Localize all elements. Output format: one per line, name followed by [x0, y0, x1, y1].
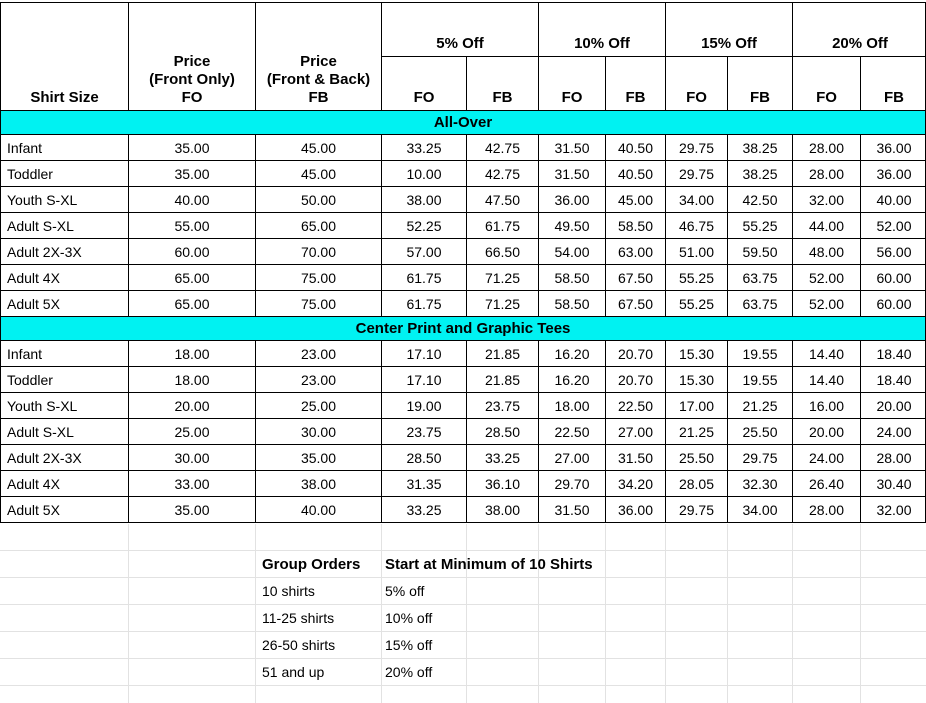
tier-qty-1[interactable]: 10 shirts	[262, 583, 315, 599]
price-cell[interactable]: 18.40	[861, 341, 926, 367]
price-cell[interactable]: 55.25	[666, 291, 728, 317]
price-cell[interactable]: 52.00	[793, 265, 861, 291]
tier-qty-2[interactable]: 11-25 shirts	[262, 610, 335, 626]
price-cell[interactable]: 47.50	[467, 187, 539, 213]
table-row	[1, 419, 925, 445]
price-cell[interactable]: 35.00	[256, 445, 382, 471]
column-header-shirt-size[interactable]	[1, 3, 129, 111]
tier-discount-2[interactable]: 10% off	[385, 610, 433, 626]
price-cell[interactable]: 36.10	[467, 471, 539, 497]
price-cell[interactable]: 49.50	[539, 213, 606, 239]
price-cell[interactable]: 19.00	[382, 393, 467, 419]
group-orders-subtitle[interactable]: Start at Minimum of 10 Shirts	[385, 556, 593, 573]
table-row	[1, 497, 925, 523]
price-cell[interactable]: 65.00	[129, 265, 256, 291]
pricing-table	[0, 2, 926, 523]
price-cell[interactable]: 25.00	[129, 419, 256, 445]
price-fb-line3: FB	[308, 89, 329, 106]
table-row	[1, 291, 925, 317]
subheader-5-fb[interactable]: FB	[467, 57, 539, 111]
tier-qty-3[interactable]: 26-50 shirts	[262, 637, 336, 653]
price-cell[interactable]: 71.25	[467, 265, 539, 291]
size-cell[interactable]: Infant	[1, 135, 129, 161]
price-cell[interactable]: 15.30	[666, 341, 728, 367]
size-cell[interactable]: Adult S-XL	[1, 213, 129, 239]
size-cell[interactable]: Youth S-XL	[1, 393, 129, 419]
group-header-10-off[interactable]: 10% Off	[539, 3, 666, 57]
price-cell[interactable]: 40.00	[256, 497, 382, 523]
size-cell[interactable]: Adult 5X	[1, 291, 129, 317]
size-cell[interactable]: Toddler	[1, 161, 129, 187]
price-cell[interactable]: 31.50	[539, 135, 606, 161]
price-cell[interactable]: 55.00	[129, 213, 256, 239]
price-cell[interactable]: 21.25	[666, 419, 728, 445]
price-cell[interactable]: 42.75	[467, 161, 539, 187]
price-cell[interactable]: 16.00	[793, 393, 861, 419]
price-cell[interactable]: 45.00	[606, 187, 666, 213]
price-cell[interactable]: 33.25	[467, 445, 539, 471]
price-cell[interactable]: 71.25	[467, 291, 539, 317]
price-cell[interactable]: 36.00	[539, 187, 606, 213]
subheader-20-fb[interactable]: FB	[861, 57, 926, 111]
price-cell[interactable]: 25.00	[256, 393, 382, 419]
price-cell[interactable]: 34.20	[606, 471, 666, 497]
price-cell[interactable]: 45.00	[256, 161, 382, 187]
size-cell[interactable]: Adult S-XL	[1, 419, 129, 445]
price-cell[interactable]: 23.75	[382, 419, 467, 445]
tier-discount-1[interactable]: 5% off	[385, 583, 425, 599]
price-cell[interactable]: 19.55	[728, 341, 793, 367]
price-cell[interactable]: 38.25	[728, 161, 793, 187]
price-cell[interactable]: 36.00	[606, 497, 666, 523]
table-row	[1, 213, 925, 239]
price-cell[interactable]: 14.40	[793, 341, 861, 367]
size-cell[interactable]: Adult 4X	[1, 471, 129, 497]
price-cell[interactable]: 65.00	[256, 213, 382, 239]
price-cell[interactable]: 58.50	[539, 291, 606, 317]
price-cell[interactable]: 50.00	[256, 187, 382, 213]
price-cell[interactable]: 52.25	[382, 213, 467, 239]
price-cell[interactable]: 63.75	[728, 265, 793, 291]
price-cell[interactable]: 67.50	[606, 265, 666, 291]
price-fo-line3: FO	[181, 89, 203, 106]
price-cell[interactable]: 61.75	[382, 291, 467, 317]
price-cell[interactable]: 70.00	[256, 239, 382, 265]
price-cell[interactable]: 28.50	[467, 419, 539, 445]
price-cell[interactable]: 40.00	[861, 187, 926, 213]
price-cell[interactable]: 44.00	[793, 213, 861, 239]
price-fb-line2: (Front & Back)	[266, 71, 371, 88]
table-row	[1, 135, 925, 161]
price-fo-line2: (Front Only)	[149, 71, 235, 88]
price-cell[interactable]: 33.25	[382, 497, 467, 523]
price-cell[interactable]: 17.10	[382, 341, 467, 367]
price-cell[interactable]: 20.00	[129, 393, 256, 419]
price-cell[interactable]: 23.00	[256, 367, 382, 393]
price-cell[interactable]: 32.30	[728, 471, 793, 497]
price-cell[interactable]: 17.00	[666, 393, 728, 419]
size-cell[interactable]: Adult 2X-3X	[1, 239, 129, 265]
price-cell[interactable]: 21.85	[467, 341, 539, 367]
subheader-5-fo[interactable]: FO	[382, 57, 467, 111]
table-row	[1, 265, 925, 291]
size-cell[interactable]: Adult 2X-3X	[1, 445, 129, 471]
price-cell[interactable]: 38.25	[728, 135, 793, 161]
price-cell[interactable]: 29.70	[539, 471, 606, 497]
price-cell[interactable]: 59.50	[728, 239, 793, 265]
price-cell[interactable]: 17.10	[382, 367, 467, 393]
price-cell[interactable]: 58.50	[606, 213, 666, 239]
discount-group-15	[666, 3, 793, 111]
price-cell[interactable]: 33.00	[129, 471, 256, 497]
price-cell[interactable]: 31.50	[606, 445, 666, 471]
table-row	[1, 471, 925, 497]
table-row	[1, 341, 925, 367]
price-cell[interactable]: 31.50	[539, 497, 606, 523]
size-cell[interactable]: Adult 4X	[1, 265, 129, 291]
price-cell[interactable]: 31.35	[382, 471, 467, 497]
price-cell[interactable]: 14.40	[793, 367, 861, 393]
price-cell[interactable]: 35.00	[129, 135, 256, 161]
table-row	[1, 445, 925, 471]
price-cell[interactable]: 19.55	[728, 367, 793, 393]
table-row	[1, 239, 925, 265]
price-cell[interactable]: 29.75	[666, 135, 728, 161]
price-cell[interactable]: 25.50	[728, 419, 793, 445]
price-cell[interactable]: 30.00	[129, 445, 256, 471]
discount-group-20	[793, 3, 926, 111]
price-cell[interactable]: 63.00	[606, 239, 666, 265]
price-cell[interactable]: 31.50	[539, 161, 606, 187]
price-cell[interactable]: 32.00	[861, 497, 926, 523]
price-cell[interactable]: 28.00	[861, 445, 926, 471]
column-header-price-front-only[interactable]	[129, 3, 256, 111]
discount-group-5	[382, 3, 539, 111]
price-cell[interactable]: 27.00	[606, 419, 666, 445]
price-cell[interactable]: 30.00	[256, 419, 382, 445]
price-cell[interactable]: 16.20	[539, 367, 606, 393]
price-cell[interactable]: 40.00	[129, 187, 256, 213]
price-cell[interactable]: 29.75	[666, 161, 728, 187]
price-cell[interactable]: 20.70	[606, 341, 666, 367]
price-cell[interactable]: 24.00	[861, 419, 926, 445]
price-cell[interactable]: 18.40	[861, 367, 926, 393]
price-cell[interactable]: 20.70	[606, 367, 666, 393]
discount-group-10	[539, 3, 666, 111]
price-cell[interactable]: 16.20	[539, 341, 606, 367]
price-cell[interactable]: 25.50	[666, 445, 728, 471]
price-cell[interactable]: 61.75	[382, 265, 467, 291]
price-cell[interactable]: 34.00	[666, 187, 728, 213]
table-header-row	[1, 3, 925, 111]
price-cell[interactable]: 21.25	[728, 393, 793, 419]
price-cell[interactable]: 52.00	[861, 213, 926, 239]
subheader-15-fo[interactable]: FO	[666, 57, 728, 111]
gridline-horizontal	[0, 685, 926, 686]
size-cell[interactable]: Adult 5X	[1, 497, 129, 523]
tier-discount-3[interactable]: 15% off	[385, 637, 433, 653]
gridline-horizontal	[0, 604, 926, 605]
price-cell[interactable]: 15.30	[666, 367, 728, 393]
price-cell[interactable]: 45.00	[256, 135, 382, 161]
price-cell[interactable]: 28.00	[793, 497, 861, 523]
size-cell[interactable]: Youth S-XL	[1, 187, 129, 213]
price-cell[interactable]: 75.00	[256, 265, 382, 291]
price-cell[interactable]: 38.00	[467, 497, 539, 523]
group-header-5-off[interactable]: 5% Off	[382, 3, 539, 57]
table-row	[1, 393, 925, 419]
price-cell[interactable]: 56.00	[861, 239, 926, 265]
price-cell[interactable]: 28.00	[793, 161, 861, 187]
price-cell[interactable]: 22.50	[539, 419, 606, 445]
group-header-15-off[interactable]: 15% Off	[666, 3, 793, 57]
price-cell[interactable]: 42.75	[467, 135, 539, 161]
price-cell[interactable]: 55.25	[666, 265, 728, 291]
price-cell[interactable]: 60.00	[861, 291, 926, 317]
price-cell[interactable]: 42.50	[728, 187, 793, 213]
subheader-10-fb[interactable]: FB	[606, 57, 666, 111]
price-cell[interactable]: 35.00	[129, 497, 256, 523]
group-header-20-off[interactable]: 20% Off	[793, 3, 926, 57]
price-cell[interactable]: 18.00	[539, 393, 606, 419]
price-cell[interactable]: 58.50	[539, 265, 606, 291]
price-cell[interactable]: 33.25	[382, 135, 467, 161]
price-cell[interactable]: 48.00	[793, 239, 861, 265]
group-orders-title[interactable]: Group Orders	[262, 556, 361, 573]
price-cell[interactable]: 57.00	[382, 239, 467, 265]
price-cell[interactable]: 20.00	[793, 419, 861, 445]
price-cell[interactable]: 18.00	[129, 367, 256, 393]
price-cell[interactable]: 52.00	[793, 291, 861, 317]
price-cell[interactable]: 34.00	[728, 497, 793, 523]
price-cell[interactable]: 55.25	[728, 213, 793, 239]
price-cell[interactable]: 27.00	[539, 445, 606, 471]
column-header-price-front-back[interactable]	[256, 3, 382, 111]
price-cell[interactable]: 36.00	[861, 135, 926, 161]
section-header-center-print[interactable]: Center Print and Graphic Tees	[1, 317, 925, 341]
price-cell[interactable]: 23.75	[467, 393, 539, 419]
price-cell[interactable]: 40.50	[606, 135, 666, 161]
tier-discount-4[interactable]: 20% off	[385, 664, 433, 680]
price-cell[interactable]: 30.40	[861, 471, 926, 497]
price-cell[interactable]: 60.00	[129, 239, 256, 265]
price-cell[interactable]: 29.75	[666, 497, 728, 523]
price-cell[interactable]: 75.00	[256, 291, 382, 317]
gridline-horizontal	[0, 658, 926, 659]
shirt-size-label: Shirt Size	[30, 89, 99, 106]
tier-qty-4[interactable]: 51 and up	[262, 664, 325, 680]
price-cell[interactable]: 32.00	[793, 187, 861, 213]
section-header-all-over[interactable]: All-Over	[1, 111, 925, 135]
size-cell[interactable]: Toddler	[1, 367, 129, 393]
subheader-10-fo[interactable]: FO	[539, 57, 606, 111]
price-cell[interactable]: 26.40	[793, 471, 861, 497]
price-cell[interactable]: 36.00	[861, 161, 926, 187]
price-cell[interactable]: 18.00	[129, 341, 256, 367]
price-cell[interactable]: 46.75	[666, 213, 728, 239]
price-cell[interactable]: 10.00	[382, 161, 467, 187]
gridline-horizontal	[0, 550, 926, 551]
price-cell[interactable]: 61.75	[467, 213, 539, 239]
price-cell[interactable]: 21.85	[467, 367, 539, 393]
price-cell[interactable]: 20.00	[861, 393, 926, 419]
price-cell[interactable]: 22.50	[606, 393, 666, 419]
price-cell[interactable]: 51.00	[666, 239, 728, 265]
table-row	[1, 161, 925, 187]
gridline-horizontal	[0, 631, 926, 632]
price-cell[interactable]: 38.00	[256, 471, 382, 497]
price-cell[interactable]: 54.00	[539, 239, 606, 265]
price-cell[interactable]: 35.00	[129, 161, 256, 187]
price-cell[interactable]: 24.00	[793, 445, 861, 471]
price-cell[interactable]: 66.50	[467, 239, 539, 265]
price-cell[interactable]: 23.00	[256, 341, 382, 367]
price-cell[interactable]: 63.75	[728, 291, 793, 317]
price-cell[interactable]: 28.00	[793, 135, 861, 161]
gridline-horizontal	[0, 577, 926, 578]
table-row	[1, 187, 925, 213]
table-row	[1, 367, 925, 393]
price-cell[interactable]: 28.05	[666, 471, 728, 497]
pricing-table-body	[1, 111, 925, 523]
price-cell[interactable]: 38.00	[382, 187, 467, 213]
price-cell[interactable]: 67.50	[606, 291, 666, 317]
subheader-20-fo[interactable]: FO	[793, 57, 861, 111]
price-fb-line1: Price	[300, 53, 337, 70]
price-cell[interactable]: 28.50	[382, 445, 467, 471]
size-cell[interactable]: Infant	[1, 341, 129, 367]
price-cell[interactable]: 40.50	[606, 161, 666, 187]
price-cell[interactable]: 29.75	[728, 445, 793, 471]
price-cell[interactable]: 65.00	[129, 291, 256, 317]
price-fo-line1: Price	[173, 53, 211, 70]
price-cell[interactable]: 60.00	[861, 265, 926, 291]
subheader-15-fb[interactable]: FB	[728, 57, 793, 111]
